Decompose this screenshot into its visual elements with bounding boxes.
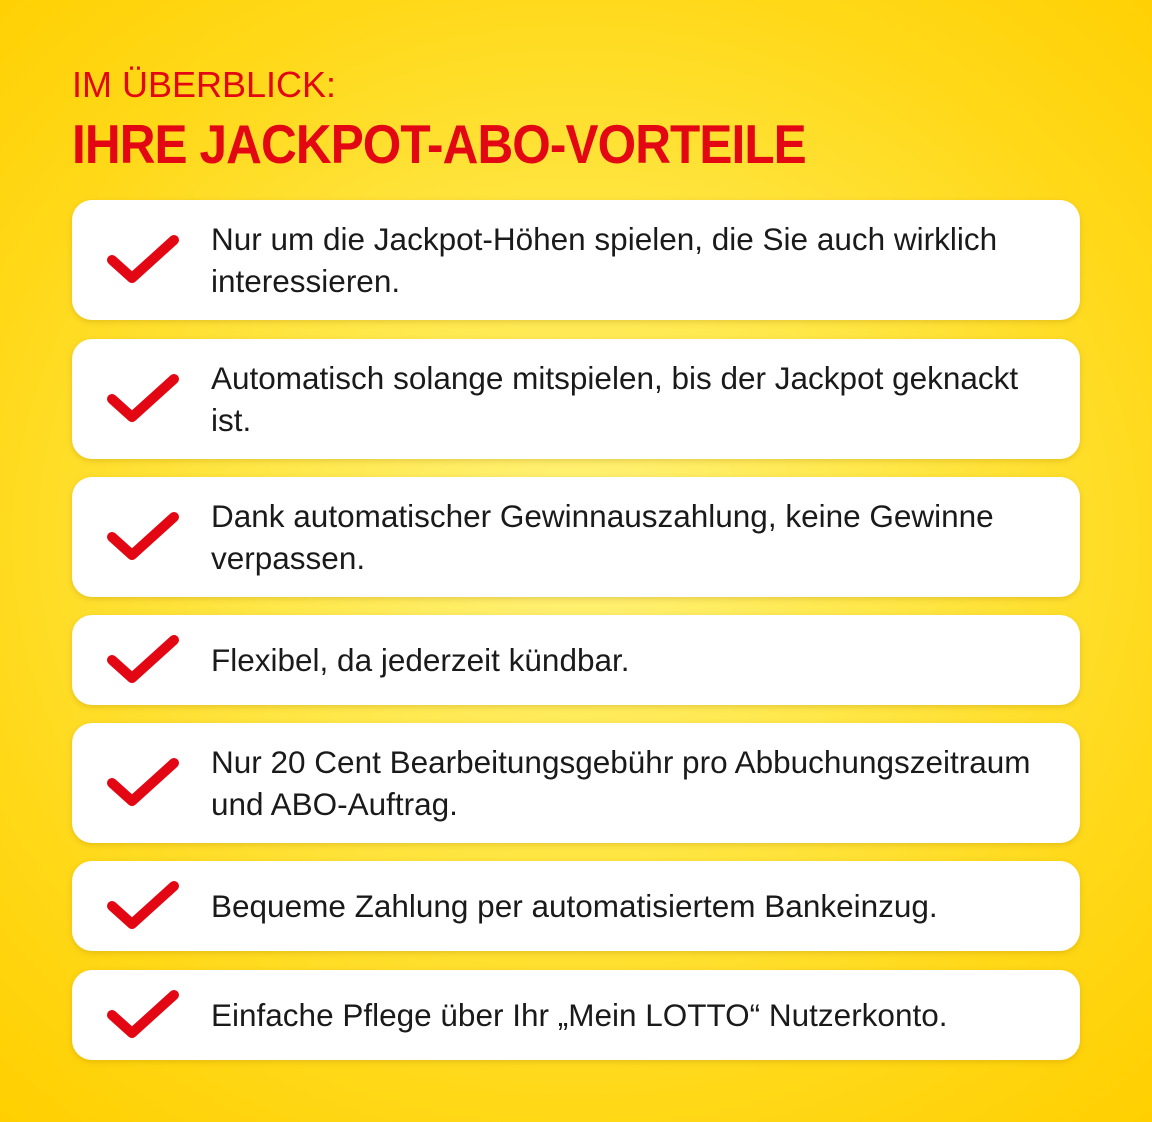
checkmark-icon <box>106 755 182 811</box>
benefit-card <box>72 477 1080 597</box>
benefit-card <box>72 723 1080 843</box>
page-title: IHRE JACKPOT-ABO-VORTEILE <box>72 113 806 175</box>
benefit-text: Einfache Pflege über Ihr „Mein LOTTO“ Nutzerkonto. <box>211 997 948 1033</box>
benefit-text: Automatisch solange mitspielen, bis der Jackpot geknackt ist. <box>211 360 1019 438</box>
checkmark-icon <box>106 509 182 565</box>
checkmark-icon <box>106 632 182 688</box>
benefit-text: Dank automatischer Gewinnauszahlung, keine Gewinne verpassen. <box>211 498 994 576</box>
benefit-card <box>72 339 1080 459</box>
benefit-card <box>72 615 1080 705</box>
checkmark-icon <box>106 232 182 288</box>
benefit-card <box>72 970 1080 1060</box>
checkmark-icon <box>106 987 182 1043</box>
benefit-text: Nur 20 Cent Bearbeitungsgebühr pro Abbuchungszeitraum und ABO-Auftrag. <box>211 744 1031 822</box>
overview-subtitle: IM ÜBERBLICK: <box>72 64 337 105</box>
benefit-text: Flexibel, da jederzeit kündbar. <box>211 642 630 678</box>
benefit-card <box>72 861 1080 951</box>
benefit-text: Bequeme Zahlung per automatisiertem Bankeinzug. <box>211 888 938 924</box>
benefit-text: Nur um die Jackpot-Höhen spielen, die Sie auch wirklich interessieren. <box>211 221 998 299</box>
benefit-card <box>72 200 1080 320</box>
checkmark-icon <box>106 878 182 934</box>
checkmark-icon <box>106 371 182 427</box>
